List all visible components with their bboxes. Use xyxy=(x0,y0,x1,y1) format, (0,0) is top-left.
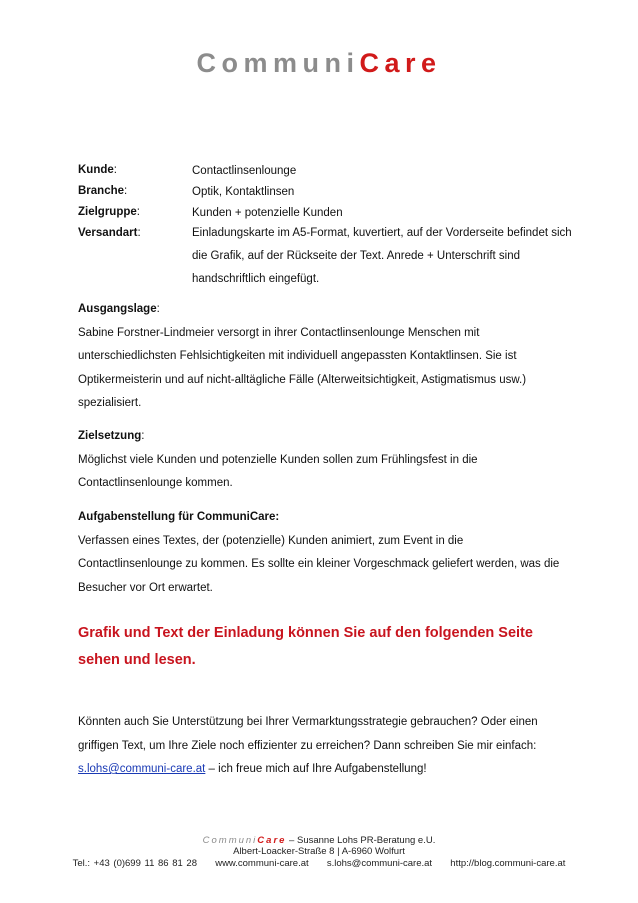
aufgabe-heading: Aufgabenstellung für CommuniCare: xyxy=(78,511,280,523)
versandart-value: Einladungskarte im A5-Format, kuvertiert, auf der Vorderseite befindet sich die Grafik, auf der Rückseite der Text. Anrede + Unterschrift sind handschriftlich eingefügt. xyxy=(192,227,572,285)
zielgruppe-label: Zielgruppe: xyxy=(78,206,140,218)
footer-email[interactable]: s.lohs@communi-care.at xyxy=(326,858,433,869)
footer-line-1 xyxy=(0,835,638,846)
ausgangslage-heading: Ausgangslage xyxy=(78,303,157,315)
branche-value: Optik, Kontaktlinsen xyxy=(192,186,295,198)
footer-tel: Tel.: +43 (0)699 11 86 81 28 xyxy=(72,858,197,869)
footer-brand-communi: Communi xyxy=(202,835,258,846)
footer-address: Albert-Loacker-Straße 8 | A-6960 Wolfurt xyxy=(233,846,405,857)
aufgabe-text: Verfassen eines Textes, der (potenzielle) Kunden animiert, zum Event in die Contactlinsenlounge zu kommen. Es sollte ein kleiner Vorgeschmack geliefert werden, was die Besucher vor Ort erwartet. xyxy=(78,534,560,594)
footer-web[interactable]: www.communi-care.at xyxy=(215,858,309,869)
closing-section xyxy=(78,711,573,782)
logo-part-communi: Communi xyxy=(196,48,360,78)
zielsetzung-text: Möglichst viele Kunden und potenzielle Kunden sollen zum Frühlingsfest in die Contactlinsenlounge kommen. xyxy=(78,453,478,489)
logo-part-care: Care xyxy=(359,48,442,78)
closing-after: – ich freue mich auf Ihre Aufgabenstellung! xyxy=(205,763,427,775)
zielsetzung-section: Zielsetzung: Möglichst viele Kunden und potenzielle Kunden sollen zum Frühlingsfest in die Contactlinsenlounge kommen. xyxy=(78,425,568,496)
ausgangslage-text: Sabine Forstner-Lindmeier versorgt in ihrer Contactlinsenlounge Menschen mit unterschiedlichsten Fehlsichtigkeiten mit individuell angepassten Kontaktlinsen. Sie ist Optikermeisterin und auf nicht-alltägliche Fälle (Alterweitsichtigkeit, Astigmatismus usw.) spezialisiert. xyxy=(78,326,527,409)
zielsetzung-heading: Zielsetzung xyxy=(78,430,142,442)
footer-brand-care: Care xyxy=(257,835,287,846)
branche-label: Branche: xyxy=(78,185,128,197)
kunde-value: Contactlinsenlounge xyxy=(192,165,297,177)
kunde-label: Kunde: xyxy=(78,164,117,176)
communicare-logo xyxy=(0,48,638,79)
footer-company: – Susanne Lohs PR-Beratung e.U. xyxy=(286,835,436,846)
versandart-label: Versandart: xyxy=(78,227,141,239)
email-link[interactable]: s.lohs@communi-care.at xyxy=(78,763,206,775)
footer-line-3 xyxy=(0,858,638,869)
highlight-text: Grafik und Text der Einladung können Sie auf den folgenden Seite sehen und lesen. xyxy=(78,625,533,668)
footer-blog[interactable]: http://blog.communi-care.at xyxy=(450,858,566,869)
zielgruppe-value: Kunden + potenzielle Kunden xyxy=(192,207,343,219)
aufgabe-section xyxy=(78,506,568,600)
ausgangslage-section: Ausgangslage: Sabine Forstner-Lindmeier versorgt in ihrer Contactlinsenlounge Menschen mit unterschiedlichsten Fehlsichtigkeiten mit individuell angepassten Kontaktlinsen. Sie ist Optikermeisterin und auf nicht-alltägliche Fälle (Alterweitsichtigkeit, Astigmatismus usw.) spezialisiert. xyxy=(78,298,568,416)
closing-text: Könnten auch Sie Unterstützung bei Ihrer Vermarktungsstrategie gebrauchen? Oder einen griffigen Text, um Ihre Ziele noch effizienter zu erreichen? Dann schreiben Sie mir einfach: xyxy=(78,716,538,752)
